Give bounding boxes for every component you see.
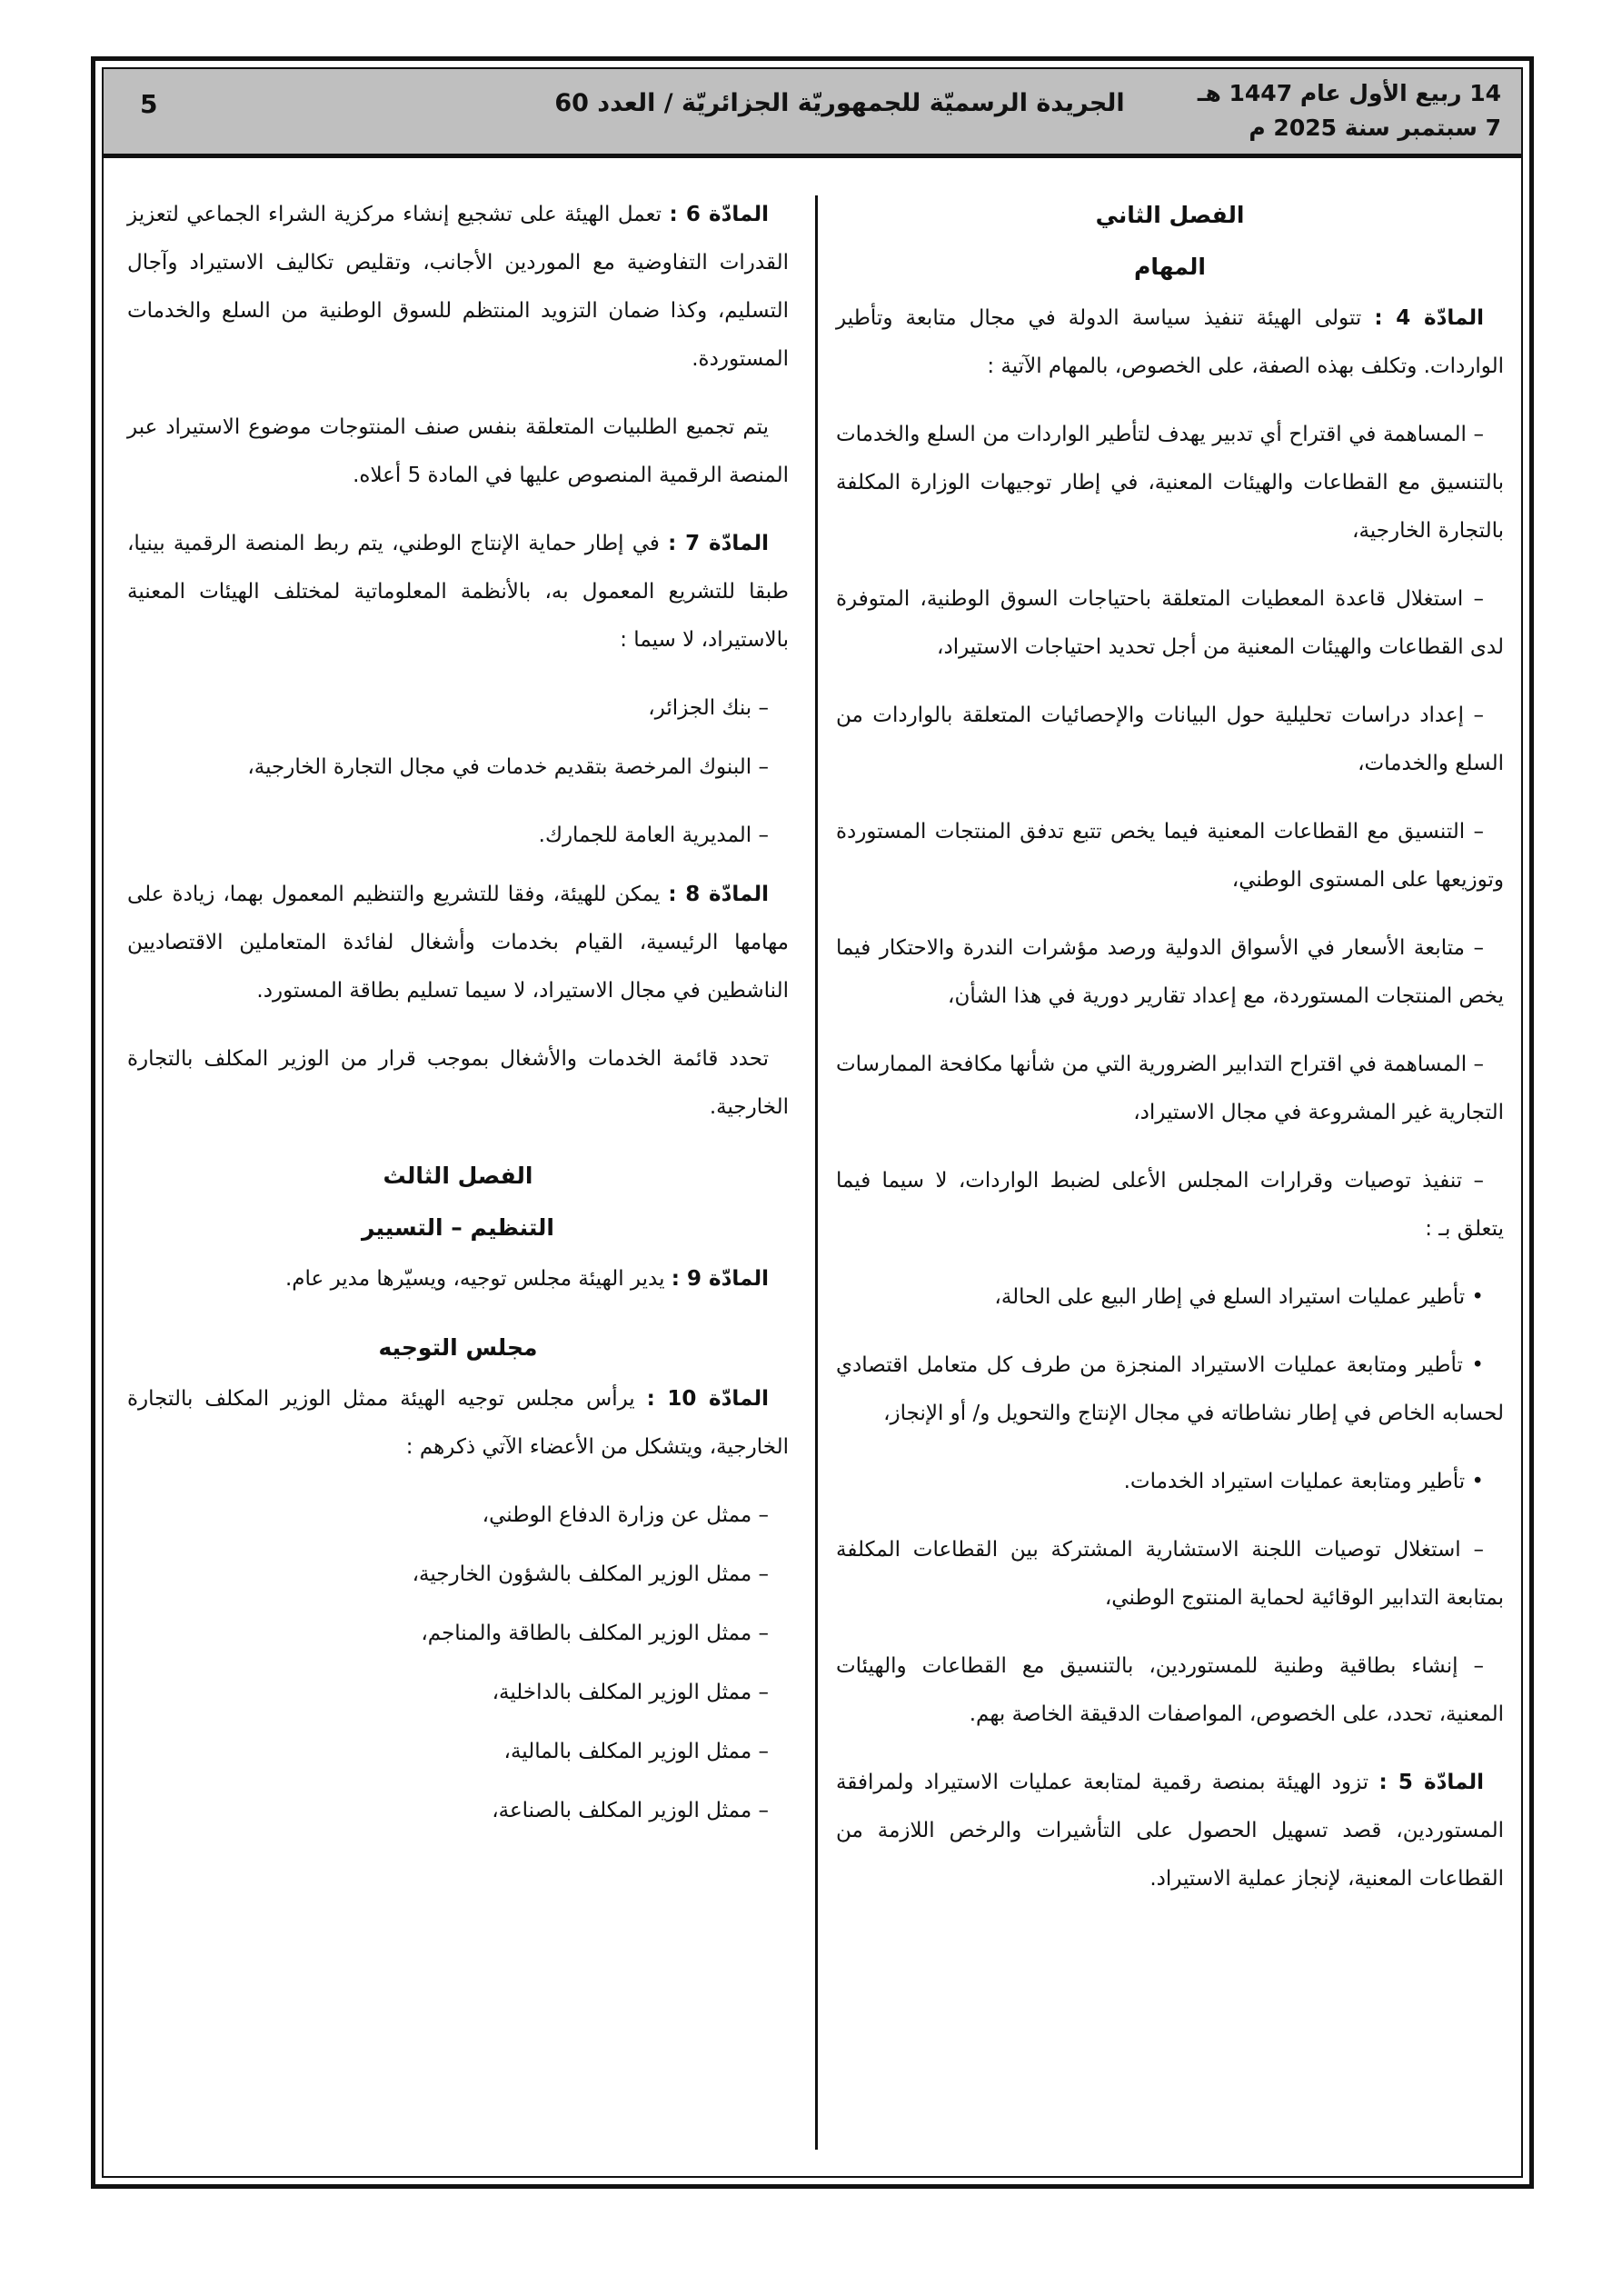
block-text: – المساهمة في اقتراح أي تدبير يهدف لتأطير الواردات من السلع والخدمات بالتنسيق مع القطاعات والهيئات المعنية، في إطار توجيهات الوزارة المكلفة بالتجارة الخارجية، [836, 423, 1504, 543]
paragraph [127, 744, 789, 792]
block-text: تزود الهيئة بمنصة رقمية لمتابعة عمليات الاستيراد ولمرافقة المستوردين، قصد تسهيل الحصول على التأشيرات والرخص اللازمة من القطاعات المعنية، لإنجاز عملية الاستيراد. [836, 1771, 1504, 1891]
article-paragraph [127, 871, 789, 1015]
block-text: – متابعة الأسعار في الأسواق الدولية ورصد مؤشرات الندرة والاحتكار فيما يخص المنتجات المستوردة، مع إعداد تقارير دورية في هذا الشأن، [836, 936, 1504, 1008]
page-number: 5 [140, 89, 158, 119]
block-text: التنظيم – التسيير [362, 1214, 554, 1241]
block-text: • تأطير عمليات استيراد السلع في إطار البيع على الحالة، [994, 1285, 1484, 1309]
block-text: – ممثل الوزير المكلف بالشؤون الخارجية، [412, 1562, 769, 1586]
paragraph [836, 411, 1504, 555]
article-paragraph [127, 1375, 789, 1472]
block-text: يرأس مجلس توجيه الهيئة ممثل الوزير المكلف بالتجارة الخارجية، ويتشكل من الأعضاء الآتي ذكرهم : [127, 1387, 789, 1459]
section-heading [836, 191, 1504, 239]
article-label: المادّة 10 : [646, 1387, 769, 1411]
block-text: – إنشاء بطاقية وطنية للمستوردين، بالتنسيق مع القطاعات والهيئات المعنية، تحدد، على الخصوص، المواصفات الدقيقة الخاصة بهم. [836, 1654, 1504, 1726]
article-label: المادّة 9 : [671, 1267, 769, 1291]
block-text: – المساهمة في اقتراح التدابير الضرورية التي من شأنها مكافحة الممارسات التجارية غير المشروعة في مجال الاستيراد، [836, 1053, 1504, 1124]
date-gregorian: 7 سبتمبر سنة 2025 م [1249, 115, 1501, 141]
block-text: – بنك الجزائر، [648, 696, 769, 720]
block-text: تتولى الهيئة تنفيذ سياسة الدولة في مجال متابعة وتأطير الواردات. وتكلف بهذه الصفة، على الخصوص، بالمهام الآتية : [836, 306, 1504, 378]
block-text: الفصل الثاني [1095, 202, 1245, 228]
list-item [127, 1551, 789, 1599]
list-item [127, 1492, 789, 1540]
block-text: الفصل الثالث [383, 1163, 533, 1189]
paragraph [836, 1273, 1504, 1322]
paragraph [836, 1458, 1504, 1506]
article-paragraph [127, 191, 789, 384]
article-paragraph [127, 520, 789, 664]
list-item [127, 1669, 789, 1717]
section-heading [836, 243, 1504, 291]
block-text: • تأطير ومتابعة عمليات الاستيراد المنجزة من طرف كل متعامل اقتصادي لحسابه الخاص في إطار نشاطاته في مجال الإنتاج والتحويل و/ أو الإنجاز، [836, 1353, 1504, 1425]
block-text: – إعداد دراسات تحليلية حول البيانات والإحصائيات المتعلقة بالواردات من السلع والخدمات، [836, 704, 1504, 775]
section-heading [127, 1203, 789, 1252]
article-label: المادّة 4 : [1374, 306, 1484, 330]
section-heading [127, 1323, 789, 1372]
block-text: في إطار حماية الإنتاج الوطني، يتم ربط المنصة الرقمية بينيا، طبقا للتشريع المعمول به، بالأنظمة المعلوماتية لمختلف الهيئات المعنية بالاستيراد، لا سيما : [127, 532, 789, 652]
block-text: – ممثل الوزير المكلف بالداخلية، [492, 1681, 769, 1704]
paragraph [836, 808, 1504, 904]
block-text: – المديرية العامة للجمارك. [538, 824, 769, 847]
block-text: – البنوك المرخصة بتقديم خدمات في مجال التجارة الخارجية، [247, 755, 769, 779]
article-paragraph [836, 1759, 1504, 1903]
paragraph [836, 1342, 1504, 1438]
paragraph [836, 1041, 1504, 1137]
list-item [127, 1728, 789, 1776]
list-item [127, 1787, 789, 1835]
paragraph [127, 404, 789, 500]
block-text: يمكن للهيئة، وفقا للتشريع والتنظيم المعمول بهما، زيادة على مهامها الرئيسية، القيام بخدمات وأشغال لفائدة المتعاملين الاقتصاديين الناشطين في مجال الاستيراد، لا سيما تسليم بطاقة المستورد. [127, 883, 789, 1003]
paragraph [836, 1157, 1504, 1253]
column-divider [815, 195, 818, 2150]
article-label: المادّة 8 : [668, 883, 769, 906]
block-text: المهام [1134, 254, 1206, 280]
paragraph [836, 924, 1504, 1021]
block-text: – التنسيق مع القطاعات المعنية فيما يخص تتبع تدفق المنتجات المستوردة وتوزيعها على المستوى الوطني، [836, 820, 1504, 892]
list-item [127, 1610, 789, 1658]
list-item [127, 812, 789, 860]
paragraph [836, 1526, 1504, 1622]
right-column [836, 191, 1504, 1923]
block-text: – استغلال توصيات اللجنة الاستشارية المشتركة بين القطاعات المكلفة بمتابعة التدابير الوقائية لحماية المنتوج الوطني، [836, 1538, 1504, 1610]
left-column [127, 191, 789, 1846]
paragraph [836, 1642, 1504, 1739]
block-text: – تنفيذ توصيات وقرارات المجلس الأعلى لضبط الواردات، لا سيما فيما يتعلق بـ : [836, 1169, 1504, 1241]
paragraph [836, 692, 1504, 788]
block-text: تعمل الهيئة على تشجيع إنشاء مركزية الشراء الجماعي لتعزيز القدرات التفاوضية مع الموردين الأجانب، وتقليص تكاليف الاستيراد وآجال التسليم، وكذا ضمان التزويد المنتظم للسوق الوطنية من السلع والخدمات المستوردة. [127, 203, 789, 371]
block-text: • تأطير ومتابعة عمليات استيراد الخدمات. [1123, 1470, 1484, 1493]
article-label: المادّة 5 : [1378, 1771, 1484, 1794]
block-text: – ممثل الوزير المكلف بالطاقة والمناجم، [421, 1622, 769, 1645]
article-paragraph [127, 1255, 789, 1303]
block-text: – ممثل عن وزارة الدفاع الوطني، [482, 1503, 769, 1527]
date-hijri: 14 ربيع الأول عام 1447 هـ [1197, 80, 1501, 106]
section-heading [127, 1152, 789, 1200]
block-text: تحدد قائمة الخدمات والأشغال بموجب قرار من الوزير المكلف بالتجارة الخارجية. [127, 1047, 789, 1119]
paragraph [127, 1035, 789, 1132]
gazette-header [102, 67, 1523, 158]
paragraph [836, 575, 1504, 672]
block-text: – ممثل الوزير المكلف بالمالية، [503, 1740, 769, 1763]
block-text: يتم تجميع الطلبيات المتعلقة بنفس صنف المنتوجات موضوع الاستيراد عبر المنصة الرقمية المنصوص عليها في المادة 5 أعلاه. [127, 415, 789, 487]
article-label: المادّة 6 : [669, 203, 769, 226]
block-text: – ممثل الوزير المكلف بالصناعة، [492, 1799, 769, 1822]
block-text: مجلس التوجيه [378, 1334, 538, 1361]
article-paragraph [836, 294, 1504, 391]
block-text: – استغلال قاعدة المعطيات المتعلقة باحتياجات السوق الوطنية، المتوفرة لدى القطاعات والهيئات المعنية من أجل تحديد احتياجات الاستيراد، [836, 587, 1504, 659]
gazette-title: الجريدة الرسميّة للجمهوريّة الجزائريّة / العدد 60 [554, 89, 1125, 117]
block-text: يدير الهيئة مجلس توجيه، ويسيّرها مدير عام. [284, 1267, 672, 1291]
list-item [127, 684, 789, 733]
article-label: المادّة 7 : [668, 532, 769, 555]
